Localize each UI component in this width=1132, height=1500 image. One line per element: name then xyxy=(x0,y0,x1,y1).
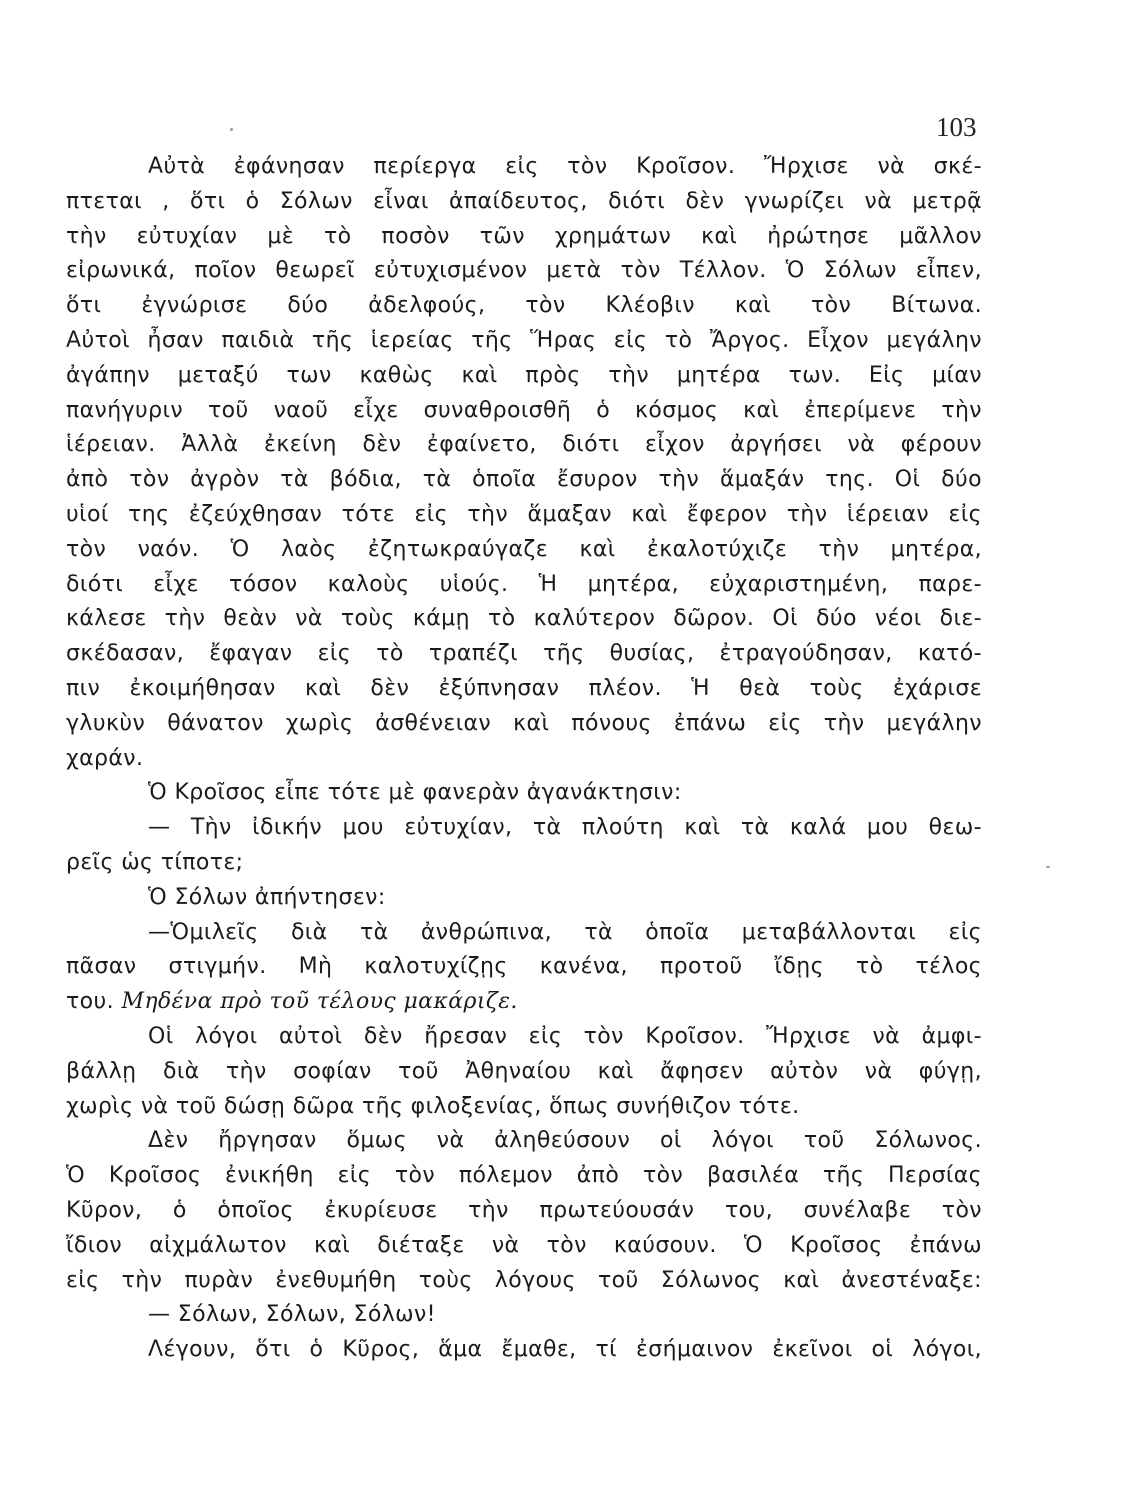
text-line: βάλλῃ διὰ τὴν σοφίαν τοῦ Ἀθηναίου καὶ ἄφησεν αὐτὸν νὰ φύγῃ, xyxy=(66,1058,982,1084)
text-line: — Τὴν ἰδικήν μου εὐτυχίαν, τὰ πλούτη καὶ τὰ καλά μου θεω- xyxy=(148,815,982,841)
text-line-mixed xyxy=(66,985,982,1020)
paper-speck xyxy=(1046,866,1050,868)
text-line: ἱέρειαν. Ἀλλὰ ἐκείνη δὲν ἐφαίνετο, διότι εἶχον ἀργήσει νὰ φέρουν xyxy=(66,432,982,458)
text-line: Δὲν ἤργησαν ὅμως νὰ ἀληθεύσουν οἱ λόγοι τοῦ Σόλωνος. xyxy=(148,1128,982,1154)
text-line: πιν ἐκοιμήθησαν καὶ δὲν ἐξύπνησαν πλέον. Ἡ θεὰ τοὺς ἐχάρισε xyxy=(66,675,982,701)
text-line: Κῦρον, ὁ ὁποῖος ἐκυρίευσε τὴν πρωτεύουσάν του, συνέλαβε τὸν xyxy=(66,1197,982,1223)
text-line: πανήγυριν τοῦ ναοῦ εἶχε συναθροισθῆ ὁ κόσμος καὶ ἐπερίμενε τὴν xyxy=(66,397,982,423)
paper-speck xyxy=(230,128,233,131)
text-line: Αὐτὰ ἐφάνησαν περίεργα εἰς τὸν Κροῖσον. Ἤρχισε νὰ σκέ- xyxy=(148,154,982,179)
text-line: χωρὶς νὰ τοῦ δώσῃ δῶρα τῆς φιλοξενίας, ὅπως συνήθιζον τότε. xyxy=(66,1093,800,1119)
text-line: εἰς τὴν πυρὰν ἐνεθυμήθη τοὺς λόγους τοῦ Σόλωνος καὶ ἀνεστέναξε: xyxy=(66,1267,982,1293)
body-text xyxy=(66,150,982,1368)
text-line: πτεται , ὅτι ὁ Σόλων εἶναι ἀπαίδευτος, διότι δὲν γνωρίζει νὰ μετρᾷ xyxy=(66,188,982,214)
text-line: Λέγουν, ὅτι ὁ Κῦρος, ἅμα ἔμαθε, τί ἐσήμαινον ἐκεῖνοι οἱ λόγοι, xyxy=(148,1337,982,1363)
text-line: πᾶσαν στιγμήν. Μὴ καλοτυχίζῃς κανένα, προτοῦ ἴδῃς τὸ τέλος xyxy=(66,954,982,980)
text-line: ρεῖς ὡς τίποτε; xyxy=(66,849,244,875)
text-line: διότι εἶχε τόσον καλοὺς υἱούς. Ἡ μητέρα, εὐχαριστημένη, παρε- xyxy=(66,571,982,597)
text-line: — Σόλων, Σόλων, Σόλων! xyxy=(148,1302,436,1328)
text-line: ὅτι ἐγνώρισε δύο ἀδελφούς, τὸν Κλέοβιν καὶ τὸν Βίτωνα. xyxy=(66,293,982,319)
text-line: ἴδιον αἰχμάλωτον καὶ διέταξε νὰ τὸν καύσουν. Ὁ Κροῖσος ἐπάνω xyxy=(66,1232,982,1258)
text-line: σκέδασαν, ἔφαγαν εἰς τὸ τραπέζι τῆς θυσίας, ἐτραγούδησαν, κατό- xyxy=(66,641,982,667)
text-fragment: του. xyxy=(66,989,115,1015)
text-line: κάλεσε τὴν θεὰν νὰ τοὺς κάμῃ τὸ καλύτερον δῶρον. Οἱ δύο νέοι διε- xyxy=(66,606,982,632)
text-line: Ὁ Κροῖσος εἶπε τότε μὲ φανερὰν ἀγανάκτησιν: xyxy=(148,780,682,806)
page-number: 103 xyxy=(936,112,977,142)
text-line: τὴν εὐτυχίαν μὲ τὸ ποσὸν τῶν χρημάτων καὶ ἠρώτησε μᾶλλον xyxy=(66,223,982,249)
text-line: χαράν. xyxy=(66,745,144,771)
text-line: υἱοί της ἐζεύχθησαν τότε εἰς τὴν ἅμαξαν καὶ ἔφερον τὴν ἱέρειαν εἰς xyxy=(66,501,982,527)
text-line: ἀγάπην μεταξύ των καθὼς καὶ πρὸς τὴν μητέρα των. Εἰς μίαν xyxy=(66,362,982,388)
text-line: Ὁ Σόλων ἀπήντησεν: xyxy=(148,884,386,910)
text-line: Οἱ λόγοι αὐτοὶ δὲν ἤρεσαν εἰς τὸν Κροῖσον. Ἤρχισε νὰ ἀμφι- xyxy=(148,1023,982,1049)
text-line: τὸν ναόν. Ὁ λαὸς ἐζητωκραύγαζε καὶ ἐκαλοτύχιζε τὴν μητέρα, xyxy=(66,536,982,562)
text-line: Ὁ Κροῖσος ἐνικήθη εἰς τὸν πόλεμον ἀπὸ τὸν βασιλέα τῆς Περσίας xyxy=(66,1163,982,1189)
text-line: εἰρωνικά, ποῖον θεωρεῖ εὐτυχισμένον μετὰ τὸν Τέλλον. Ὁ Σόλων εἶπεν, xyxy=(66,258,982,284)
text-line: —Ὁμιλεῖς διὰ τὰ ἀνθρώπινα, τὰ ὁποῖα μεταβάλλονται εἰς xyxy=(148,919,982,945)
text-line: Αὐτοὶ ἦσαν παιδιὰ τῆς ἱερείας τῆς Ἥρας εἰς τὸ Ἄργος. Εἶχον μεγάλην xyxy=(66,327,982,353)
italic-quote: Μηδένα πρὸ τοῦ τέλους μακάριζε. xyxy=(121,989,518,1015)
text-line: γλυκὺν θάνατον χωρὶς ἀσθένειαν καὶ πόνους ἐπάνω εἰς τὴν μεγάλην xyxy=(66,710,982,736)
text-line: ἀπὸ τὸν ἀγρὸν τὰ βόδια, τὰ ὁποῖα ἔσυρον τὴν ἅμαξάν της. Οἱ δύο xyxy=(66,467,982,493)
